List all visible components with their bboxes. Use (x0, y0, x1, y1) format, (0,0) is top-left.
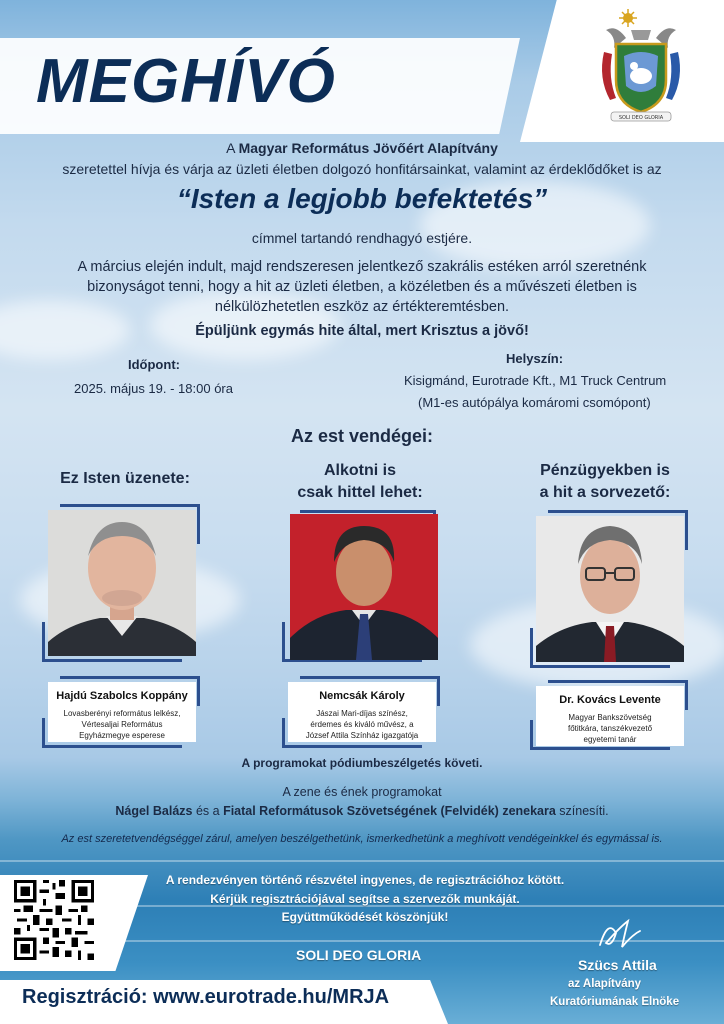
guest-2-desc-1: Jászai Mari-díjas színész, (316, 709, 408, 718)
time-label: Időpont: (128, 357, 180, 372)
music-performer-1: Nágel Balázs (115, 804, 193, 818)
guest-2-card (288, 682, 436, 742)
guest-3-desc-1: Magyar Bankszövetség (568, 713, 652, 722)
soli-deo-gloria: SOLI DEO GLORIA (296, 947, 422, 963)
time-value: 2025. május 19. - 18:00 óra (74, 381, 233, 396)
guest-3-portrait-icon (536, 516, 684, 662)
closing-note: Az est szeretetvendégséggel zárul, amelyen beszélgethetünk, ismerkedhetünk a meghívott vendégeinkkel és egymással is. (61, 833, 663, 845)
registration-link[interactable]: Regisztráció: www.eurotrade.hu/MRJA (22, 986, 390, 1008)
signatory-role-2: Kuratóriumának Elnöke (550, 996, 680, 1008)
guest-1-heading-line: Ez Isten üzenete: (60, 470, 190, 487)
music-performer-2: Fiatal Reformátusok Szövetségének (Felvidék) zenekara (223, 804, 556, 818)
event-title: “Isten a legjobb befektetés” (176, 183, 548, 214)
guest-1-desc-2: Vértesaljai Református (81, 720, 163, 729)
signature-icon (594, 913, 644, 953)
music-line-2 (0, 804, 724, 818)
guest-3-desc-2: főtitkára, tanszékvezető (567, 724, 653, 733)
intro-prefix: A (226, 140, 239, 156)
page-title: MEGHÍVÓ (36, 47, 336, 116)
guest-3-heading-line-1: Pénzügyekben is (540, 462, 670, 479)
guest-1-heading (30, 468, 220, 490)
guest-3-name: Dr. Kovács Levente (559, 694, 661, 706)
music-suffix: színesíti. (555, 804, 609, 818)
signatory-name: Szücs Attila (578, 957, 657, 973)
motto: Épüljünk egymás hite által, mert Krisztus a jövő! (195, 323, 529, 339)
crest-motto: SOLI DEO GLORIA (618, 115, 664, 121)
event-subtitle: címmel tartandó rendhagyó estjére. (251, 230, 473, 246)
guest-3-card (536, 686, 684, 746)
registration-line-1: A rendezvényen történő részvétel ingyenes, de regisztrációhoz kötött. (165, 873, 565, 887)
location-line-2: (M1-es autópálya komáromi csomópont) (418, 395, 651, 410)
registration-line-3: Együttműködését köszönjük! (281, 910, 449, 924)
qr-code-icon[interactable] (14, 880, 94, 960)
guest-2-portrait-icon (290, 514, 438, 660)
intro-paragraph: A március elején indult, majd rendszeresen jelentkező szakrális estéken arról szeretnénk bizonyságot tenni, hogy a hit az üzleti életben, a közéletben és a művészeti életben is nélkülözhetetlen eszköz az értékteremtésben. (77, 259, 647, 315)
registration-line-2: Kérjük regisztrációjával segítse a szervezők munkáját. (210, 892, 520, 906)
podium-note: A programokat pódiumbeszélgetés követi. (241, 756, 483, 770)
guest-2-name: Nemcsák Károly (319, 690, 405, 702)
guest-3-heading-line-2: a hit a sorvezető: (539, 484, 671, 501)
guest-2-desc-2: érdemes és kiváló művész, a (310, 720, 414, 729)
guest-1-card (48, 682, 196, 742)
guest-3-desc-3: egyetemi tanár (583, 735, 637, 744)
guest-2-heading-line-1: Alkotni is (323, 462, 396, 479)
sea-wave (0, 860, 724, 862)
guest-1-photo (48, 510, 196, 656)
guests-title: Az est vendégei: (290, 426, 434, 446)
guest-2-photo (290, 514, 438, 660)
guest-2-desc-3: József Attila Színház igazgatója (305, 731, 419, 740)
guest-1-name: Hajdú Szabolcs Koppány (56, 690, 188, 702)
guest-2-heading-line-2: csak hittel lehet: (297, 484, 423, 501)
signatory-role-1: az Alapítvány (568, 978, 642, 990)
location-line-1: Kisigmánd, Eurotrade Kft., M1 Truck Centrum (404, 373, 667, 388)
guest-3-photo (536, 516, 684, 662)
music-and: és a (192, 804, 224, 818)
music-line-1: A zene és ének programokat (282, 785, 442, 799)
location-label: Helyszín: (506, 351, 564, 366)
coat-of-arms-icon (596, 8, 686, 128)
guest-2-heading (270, 460, 450, 504)
intro-line-2: szeretettel hívja és várja az üzleti életben dolgozó honfitársainkat, valamint az érdeklődőket is az (62, 161, 662, 177)
guest-3-heading (510, 460, 700, 504)
guest-1-desc-3: Egyházmegye esperese (79, 731, 165, 740)
intro-line-1 (0, 140, 724, 156)
foundation-name: Magyar Református Jövőért Alapítvány (238, 140, 498, 156)
guest-1-portrait-icon (48, 510, 196, 656)
guest-1-desc-1: Lovasberényi református lelkész, (63, 709, 181, 718)
